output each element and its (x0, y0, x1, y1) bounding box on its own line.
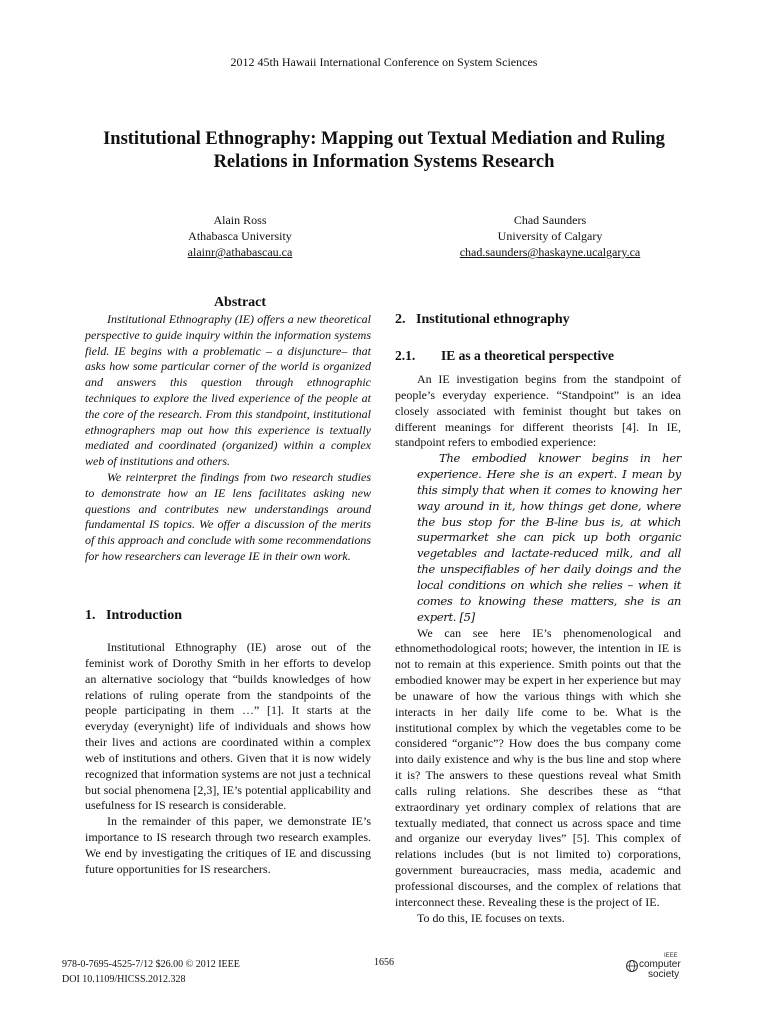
author-name: Chad Saunders (513, 213, 587, 227)
section-2-heading: 2. Institutional ethnography (395, 312, 570, 327)
footer-doi: DOI 10.1109/HICSS.2012.328 (62, 974, 186, 985)
section-2-1-heading (395, 348, 614, 364)
quote-text: The embodied knower begins in her experience. Here she is an expert. I mean by this simply that when it comes to knowing her way around in it, how things get done, where the bus stop for the B-line bus is, at which supermarket she can pick up both organic vegetables and lactate-reduced milk, and all the unspecifiables of her daily doings and the local conditions on which she relies – when it comes to knowing these matters, she is an expert. [5] (417, 451, 681, 624)
block-quote (417, 451, 681, 625)
footer-isbn: 978-0-7695-4525-7/12 $26.00 © 2012 IEEE (62, 959, 240, 970)
abstract-paragraph-1: Institutional Ethnography (IE) offers a new theoretical perspective to guide inquiry within the information systems field. IE begins with a problematic – a disjuncture– that asks how some particular corner of the world is organized and answers this question through ethnographic techniques to explore the lived experience of the people at the core of the research. From this standpoint, institutional ethnographers map out how this experience is textually mediated and coordinated (organized) within a complex web of institutions and others. (85, 312, 371, 469)
author-affiliation: University of Calgary (497, 229, 603, 243)
page-number: 1656 (374, 957, 394, 968)
section-2-paragraph-3: To do this, IE focuses on texts. (417, 910, 565, 925)
logo-line-2: computer (639, 959, 681, 970)
section-2-paragraph-1: An IE investigation begins from the standpoint of people’s everyday experience. “Standpoint” is an idea closely associated with feminist thought but takes on different meanings for different theorists [4]. In IE, standpoint refers to embodied experience: (395, 372, 681, 450)
abstract-body (85, 312, 371, 565)
author-name: Alain Ross (213, 213, 267, 227)
author-affiliation: Athabasca University (188, 229, 292, 243)
section-2-body (395, 372, 681, 927)
title-line-1: Institutional Ethnography: Mapping out Textual Mediation and Ruling (103, 129, 665, 149)
logo-line-3: society (648, 969, 680, 980)
author-block-1 (140, 212, 340, 260)
intro-paragraph-1: Institutional Ethnography (IE) arose out of the feminist work of Dorothy Smith in her efforts to develop an alternative sociology that “builds knowledges of how relations of ruling operate from the standpoints of the people participating in them …” [1]. It starts at the everyday (everynight) life of individuals and shows how their lives and actions are coordinated within a complex web of institutions and others. Given that it is now widely recognized that information systems are not just a technical but social phenomena [2,3], IE’s potential applicability and usefulness for IS research is considerable. (85, 640, 371, 813)
title-line-2: Relations in Information Systems Research (213, 152, 555, 172)
section-1-heading: 1. Introduction (85, 608, 182, 623)
footer-copyright (62, 957, 240, 987)
paper-title (60, 128, 708, 174)
intro-paragraph-2: In the remainder of this paper, we demonstrate IE’s importance to IS research through two research examples. We end by investigating the critiques of IE and discussing future opportunities for IS researchers. (85, 814, 371, 876)
abstract-heading: Abstract (213, 295, 267, 310)
globe-icon (624, 950, 704, 980)
author-block-2 (420, 212, 680, 260)
conference-header: 2012 45th Hawaii International Conference on System Sciences (230, 55, 538, 69)
author-email-link[interactable]: chad.saunders@haskayne.ucalgary.ca (459, 245, 641, 259)
author-email-link[interactable]: alainr@athabascau.ca (187, 245, 293, 259)
ieee-computer-society-logo (624, 950, 704, 980)
logo-line-1: IEEE (664, 953, 678, 959)
introduction-body (85, 640, 371, 878)
subsection-number: 2.1. (395, 348, 416, 363)
section-2-paragraph-2: We can see here IE’s phenomenological and ethnomethodological roots; however, the intention in IE is not to remain at this experience. Smith points out that the embodied knower may be expert in her experience but may be unaware of how the various things with which she interacts in her daily life come to be. What is the institutional complex by which the vegetables come to be considered “organic”? How does the bus company come into daily existence and why is the bus line and stop where it is? The answers to these questions reveal what Smith calls ruling relations. She describes these as “that extraordinary yet ordinary complex of relations that are textually mediated, that connect us across space and time and organize our everyday lives” [5]. This complex of relations includes (but is not limited to) corporations, government bureaucracies, mass media, academic and professional discourses, and the complex of relations that interconnect these. Revealing these is the project of IE. (395, 625, 681, 909)
subsection-title: IE as a theoretical perspective (441, 348, 614, 363)
abstract-paragraph-2: We reinterpret the findings from two research studies to demonstrate how an IE lens facilitates asking new questions and contributes new understandings around fundamental IS topics. We offer a discussion of the merits of this approach and conclude with some recommendations for how researchers can leverage IE in their own work. (85, 469, 371, 563)
